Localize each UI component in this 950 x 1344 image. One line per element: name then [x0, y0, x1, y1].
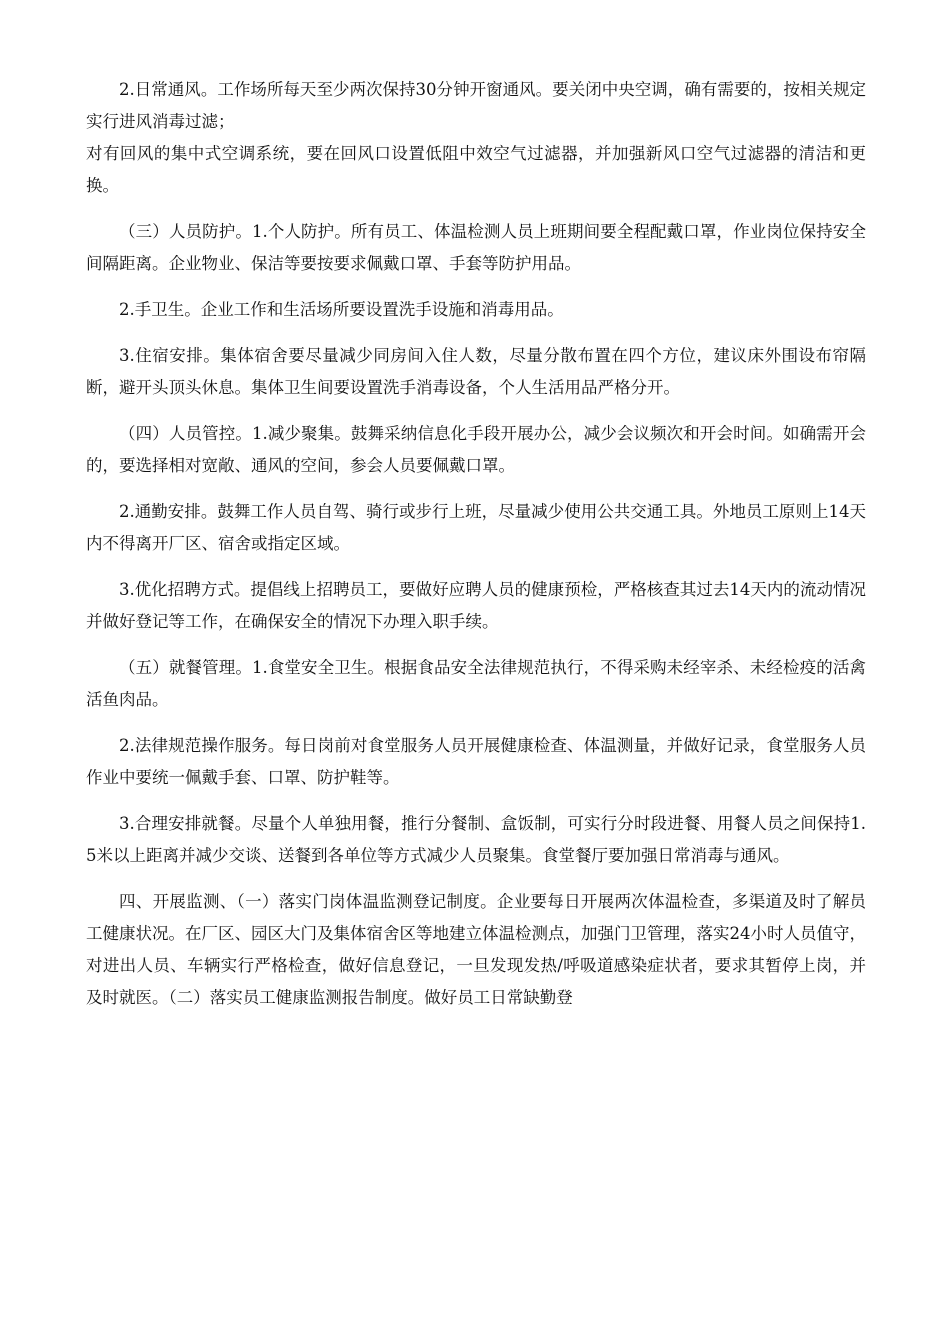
paragraph-recruitment: 3.优化招聘方式。提倡线上招聘员工，要做好应聘人员的健康预检，严格核查其过去14天内的流动情况并做好登记等工作，在确保安全的情况下办理入职手续。 — [86, 580, 866, 631]
paragraph-ventilation: 2.日常通风。工作场所每天至少两次保持30分钟开窗通风。要关闭中央空调，确有需要的，按相关规定实行进风消毒过滤； — [86, 80, 866, 131]
paragraph-canteen-service: 2.法律规范操作服务。每日岗前对食堂服务人员开展健康检查、体温测量，并做好记录，食堂服务人员作业中要统一佩戴手套、口罩、防护鞋等。 — [86, 736, 866, 787]
paragraph-hand-hygiene: 2.手卫生。企业工作和生活场所要设置洗手设施和消毒用品。 — [119, 300, 564, 319]
paragraph-air-conditioning: 对有回风的集中式空调系统，要在回风口设置低阻中效空气过滤器，并加强新风口空气过滤器的清洁和更换。 — [86, 144, 866, 195]
paragraph-dining-arrangement: 3.合理安排就餐。尽量个人单独用餐，推行分餐制、盒饭制，可实行分时段进餐、用餐人员之间保持1.5米以上距离并减少交谈、送餐到各单位等方式减少人员聚集。食堂餐厅要加强日常消毒与通风。 — [86, 814, 866, 865]
paragraph-reduce-gathering: （四）人员管控。1.减少聚集。鼓舞采纳信息化手段开展办公，减少会议频次和开会时间。如确需开会的，要选择相对宽敞、通风的空间，参会人员要佩戴口罩。 — [86, 424, 866, 475]
paragraph-personal-protection: （三）人员防护。1.个人防护。所有员工、体温检测人员上班期间要全程配戴口罩，作业岗位保持安全间隔距离。企业物业、保洁等要按要求佩戴口罩、手套等防护用品。 — [86, 222, 866, 273]
paragraph-canteen-safety: （五）就餐管理。1.食堂安全卫生。根据食品安全法律规范执行，不得采购未经宰杀、未经检疫的活禽活鱼肉品。 — [86, 658, 866, 709]
paragraph-monitoring: 四、开展监测、（一）落实门岗体温监测登记制度。企业要每日开展两次体温检查，多渠道及时了解员工健康状况。在厂区、园区大门及集体宿舍区等地建立体温检测点，加强门卫管理，落实24小时人员值守，对进出人员、车辆实行严格检查，做好信息登记，一旦发现发热/呼吸道感染症状者，要求其暂停上岗，并及时就医。（二）落实员工健康监测报告制度。做好员工日常缺勤登 — [86, 892, 866, 1007]
paragraph-accommodation: 3.住宿安排。集体宿舍要尽量减少同房间入住人数，尽量分散布置在四个方位，建议床外围设布帘隔断，避开头顶头休息。集体卫生间要设置洗手消毒设备，个人生活用品严格分开。 — [86, 346, 866, 397]
document-page — [86, 74, 866, 1028]
paragraph-commute: 2.通勤安排。鼓舞工作人员自驾、骑行或步行上班，尽量减少使用公共交通工具。外地员工原则上14天内不得离开厂区、宿舍或指定区域。 — [86, 502, 866, 553]
